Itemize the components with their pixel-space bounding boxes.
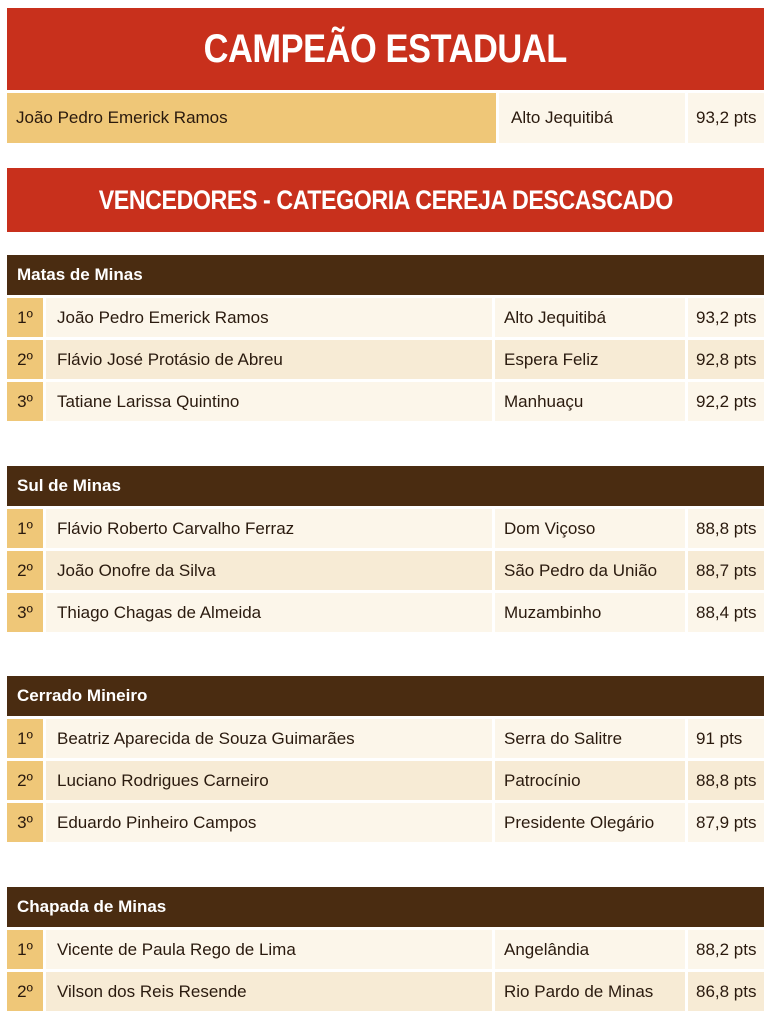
table-row xyxy=(7,803,764,842)
city: Alto Jequitibá xyxy=(495,298,685,337)
producer-name: João Pedro Emerick Ramos xyxy=(46,298,492,337)
rank: 1º xyxy=(7,298,43,337)
subtitle-banner xyxy=(7,168,764,232)
producer-name: Tatiane Larissa Quintino xyxy=(46,382,492,421)
rank: 2º xyxy=(7,551,43,590)
score: 88,8 pts xyxy=(688,509,764,548)
region-chapada-de-minas xyxy=(7,887,764,1011)
table-row xyxy=(7,972,764,1011)
score: 91 pts xyxy=(688,719,764,758)
city: São Pedro da União xyxy=(495,551,685,590)
page-title-banner xyxy=(7,8,764,90)
producer-name: Beatriz Aparecida de Souza Guimarães xyxy=(46,719,492,758)
rank: 3º xyxy=(7,593,43,632)
region-header: Chapada de Minas xyxy=(7,887,764,927)
rank: 3º xyxy=(7,382,43,421)
score: 88,8 pts xyxy=(688,761,764,800)
rank: 2º xyxy=(7,972,43,1011)
table-row xyxy=(7,509,764,548)
table-row xyxy=(7,761,764,800)
producer-name: Eduardo Pinheiro Campos xyxy=(46,803,492,842)
rank: 1º xyxy=(7,930,43,969)
region-header: Cerrado Mineiro xyxy=(7,676,764,716)
producer-name: Flávio José Protásio de Abreu xyxy=(46,340,492,379)
rank: 2º xyxy=(7,761,43,800)
score: 88,7 pts xyxy=(688,551,764,590)
city: Manhuaçu xyxy=(495,382,685,421)
score: 92,2 pts xyxy=(688,382,764,421)
city: Muzambinho xyxy=(495,593,685,632)
table-row xyxy=(7,382,764,421)
city: Serra do Salitre xyxy=(495,719,685,758)
rank: 2º xyxy=(7,340,43,379)
producer-name: João Onofre da Silva xyxy=(46,551,492,590)
city: Presidente Olegário xyxy=(495,803,685,842)
city: Rio Pardo de Minas xyxy=(495,972,685,1011)
region-matas-de-minas xyxy=(7,255,764,421)
rank: 1º xyxy=(7,509,43,548)
table-row xyxy=(7,340,764,379)
producer-name: Luciano Rodrigues Carneiro xyxy=(46,761,492,800)
score: 88,4 pts xyxy=(688,593,764,632)
rank: 3º xyxy=(7,803,43,842)
table-row xyxy=(7,298,764,337)
champion-name: João Pedro Emerick Ramos xyxy=(7,93,496,143)
city: Dom Viçoso xyxy=(495,509,685,548)
region-header: Sul de Minas xyxy=(7,466,764,506)
table-row xyxy=(7,551,764,590)
score: 86,8 pts xyxy=(688,972,764,1011)
producer-name: Vilson dos Reis Resende xyxy=(46,972,492,1011)
table-row xyxy=(7,719,764,758)
region-header: Matas de Minas xyxy=(7,255,764,295)
city: Patrocínio xyxy=(495,761,685,800)
table-row xyxy=(7,593,764,632)
city: Angelândia xyxy=(495,930,685,969)
region-cerrado-mineiro xyxy=(7,676,764,842)
page-title: CAMPEÃO ESTADUAL xyxy=(203,26,568,71)
score: 88,2 pts xyxy=(688,930,764,969)
score: 92,8 pts xyxy=(688,340,764,379)
producer-name: Flávio Roberto Carvalho Ferraz xyxy=(46,509,492,548)
champion-row xyxy=(7,93,764,143)
rank: 1º xyxy=(7,719,43,758)
subtitle: VENCEDORES - CATEGORIA CEREJA DESCASCADO xyxy=(98,184,673,215)
producer-name: Vicente de Paula Rego de Lima xyxy=(46,930,492,969)
table-row xyxy=(7,930,764,969)
score: 87,9 pts xyxy=(688,803,764,842)
score: 93,2 pts xyxy=(688,298,764,337)
producer-name: Thiago Chagas de Almeida xyxy=(46,593,492,632)
champion-city: Alto Jequitibá xyxy=(499,93,685,143)
region-sul-de-minas xyxy=(7,466,764,632)
city: Espera Feliz xyxy=(495,340,685,379)
champion-score: 93,2 pts xyxy=(688,93,764,143)
